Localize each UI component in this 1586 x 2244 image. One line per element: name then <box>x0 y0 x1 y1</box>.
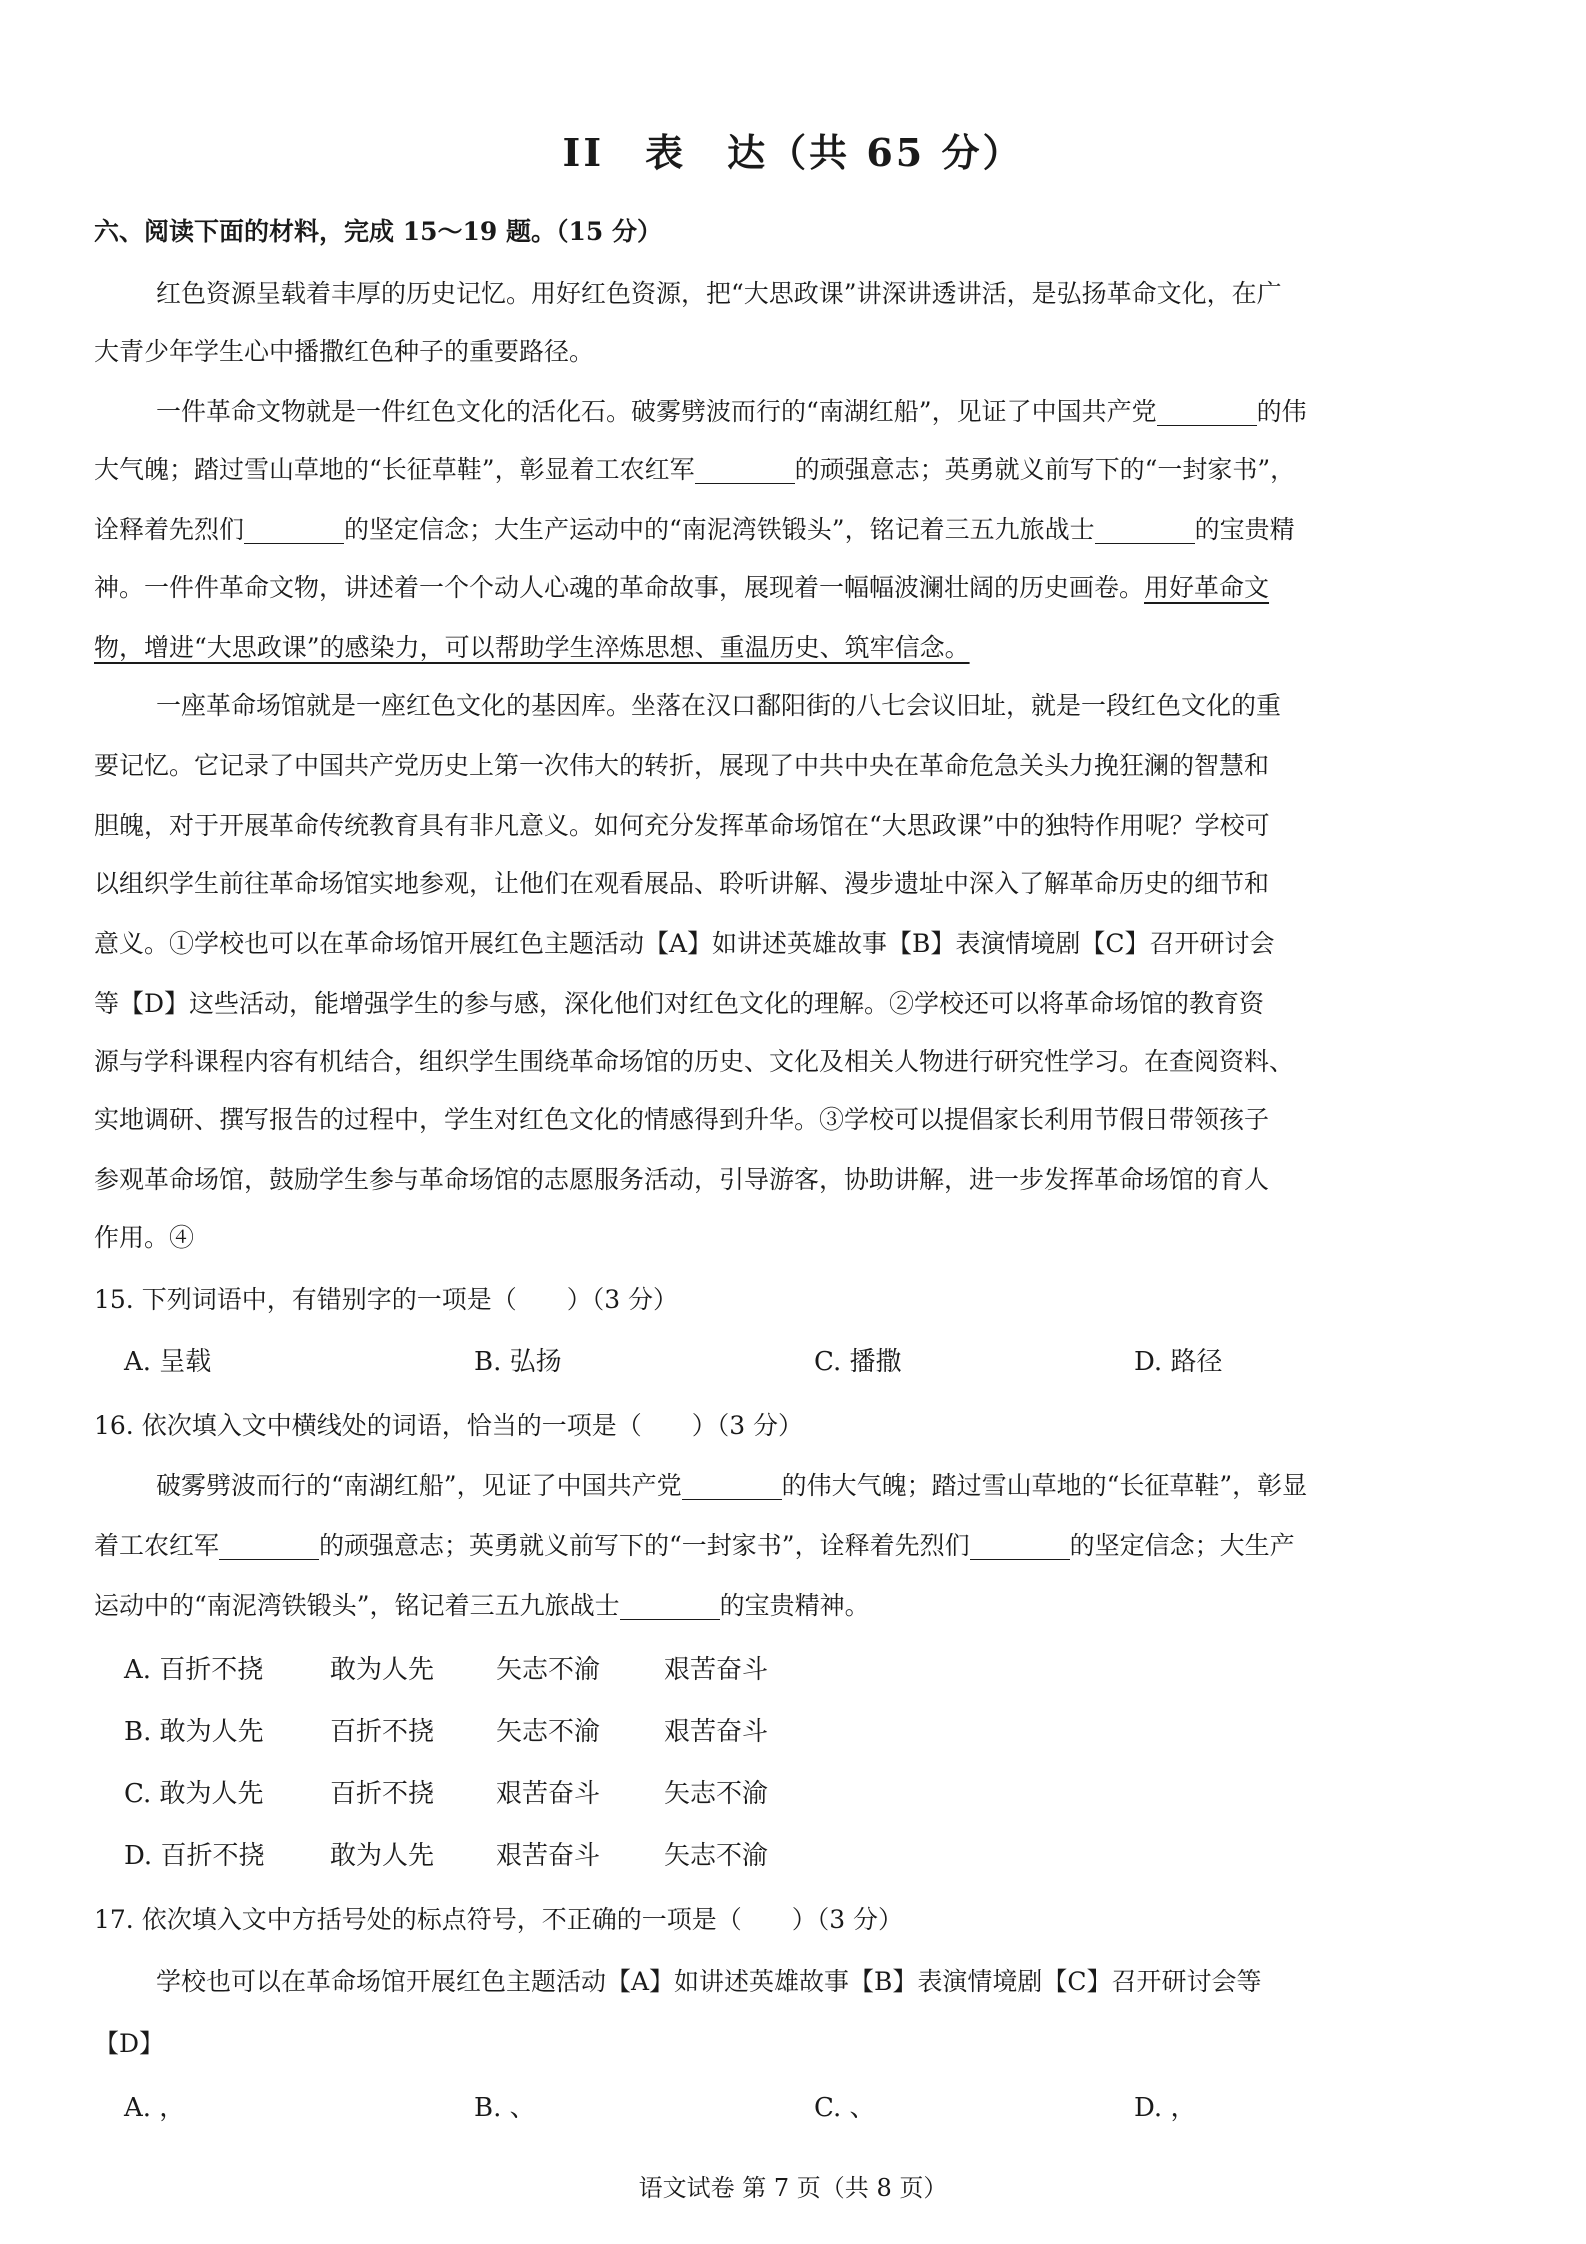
p3-line-8: 实地调研、撰写报告的过程中，学生对红色文化的情感得到升华。③学校可以提倡家长利用节假日带领孩子 <box>94 1105 1270 1134</box>
q16-text: 着工农红军 <box>94 1531 220 1560</box>
option-key: D. 百折不挠 <box>124 1841 265 1871</box>
page-footer: 语文试卷 第 7 页（共 8 页） <box>638 2174 948 2202</box>
choice-b[interactable]: B. 弘扬 <box>474 1347 562 1377</box>
p3-line-5: 意义。①学校也可以在革命场馆开展红色主题活动【A】如讲述英雄故事【B】表演情境剧【C】召开研讨会 <box>94 929 1275 958</box>
q17-stem: 17. 依次填入文中方括号处的标点符号，不正确的一项是（ ）（3 分） <box>94 1905 904 1934</box>
option-key: A. 百折不挠 <box>124 1655 264 1685</box>
q16-stem: 16. 依次填入文中横线处的词语，恰当的一项是（ ）（3 分） <box>94 1411 804 1440</box>
option-word: 艰苦奋斗 <box>496 1841 601 1871</box>
section-title: II 表 达（共 65 分） <box>562 130 1024 175</box>
p2-text: 神。一件件革命文物，讲述着一个个动人心魂的革命故事，展现着一幅幅波澜壮阔的历史画卷。 <box>94 573 1145 602</box>
q16-text: 的伟大气魄；踏过雪山草地的“长征草鞋”，彰显 <box>781 1471 1308 1500</box>
p3-line-1: 一座革命场馆就是一座红色文化的基因库。坐落在汉口鄱阳街的八七会议旧址，就是一段红色文化的重 <box>156 691 1282 720</box>
blank-1 <box>1157 399 1257 426</box>
p2-text: 的宝贵精 <box>1194 515 1295 544</box>
q15-stem: 15. 下列词语中，有错别字的一项是（ ）（3 分） <box>94 1285 679 1314</box>
p2-line-1 <box>156 392 1576 432</box>
q16-text: 的宝贵精神。 <box>719 1591 870 1620</box>
blank-2 <box>219 1533 319 1560</box>
option-word: 矢志不渝 <box>664 1841 769 1871</box>
p2-line-3 <box>94 510 1514 550</box>
option-word: 敢为人先 <box>330 1655 435 1685</box>
blank-3 <box>970 1533 1070 1560</box>
choice-d[interactable]: D. ， <box>1134 2093 1197 2123</box>
option-word: 敢为人先 <box>330 1841 435 1871</box>
option-word: 百折不挠 <box>330 1717 435 1747</box>
blank-1 <box>682 1473 782 1500</box>
choice-c[interactable]: C. 、 <box>814 2093 876 2123</box>
q16-passage-line-1 <box>156 1466 1576 1506</box>
option-word: 百折不挠 <box>330 1779 435 1809</box>
blank-4 <box>1095 517 1195 544</box>
p2-text: 诠释着先烈们 <box>94 515 245 544</box>
p3-line-6: 等【D】这些活动，能增强学生的参与感，深化他们对红色文化的理解。②学校还可以将革命场馆的教育资 <box>94 989 1265 1018</box>
blank-3 <box>244 517 344 544</box>
q16-passage-line-3 <box>94 1586 1514 1626</box>
choice-a[interactable]: A. 呈载 <box>124 1347 212 1377</box>
option-word: 艰苦奋斗 <box>496 1779 601 1809</box>
option-word: 矢志不渝 <box>496 1655 601 1685</box>
p2-text: 大气魄；踏过雪山草地的“长征草鞋”，彰显着工农红军 <box>94 455 695 484</box>
section-heading: 六、阅读下面的材料，完成 15～19 题。（15 分） <box>94 217 662 246</box>
p3-line-2: 要记忆。它记录了中国共产党历史上第一次伟大的转折，展现了中共中央在革命危急关头力挽狂澜的智慧和 <box>94 751 1270 780</box>
option-word: 矢志不渝 <box>664 1779 769 1809</box>
q16-text: 的顽强意志；英勇就义前写下的“一封家书”，诠释着先烈们 <box>319 1531 970 1560</box>
p2-line-5 <box>94 628 1514 668</box>
option-word: 艰苦奋斗 <box>664 1655 769 1685</box>
q17-passage-line-2: 【D】 <box>94 2029 165 2058</box>
p2-text: 的伟 <box>1256 397 1307 426</box>
p2-text: 的顽强意志；英勇就义前写下的“一封家书”， <box>794 455 1296 484</box>
option-key: B. 敢为人先 <box>124 1717 264 1747</box>
p3-line-3: 胆魄，对于开展革命传统教育具有非凡意义。如何充分发挥革命场馆在“大思政课”中的独特作用呢？学校可 <box>94 811 1270 840</box>
blank-2 <box>695 457 795 484</box>
p2-line-2 <box>94 450 1514 490</box>
p3-line-9: 参观革命场馆，鼓励学生参与革命场馆的志愿服务活动，引导游客，协助讲解，进一步发挥革命场馆的育人 <box>94 1165 1270 1194</box>
p3-line-7: 源与学科课程内容有机结合，组织学生围绕革命场馆的历史、文化及相关人物进行研究性学习。在查阅资料、 <box>94 1047 1295 1076</box>
q16-text: 运动中的“南泥湾铁锻头”，铭记着三五九旅战士 <box>94 1591 620 1620</box>
q16-text: 的坚定信念；大生产 <box>1069 1531 1295 1560</box>
choice-d[interactable]: D. 路径 <box>1134 1347 1223 1377</box>
choice-a[interactable]: A. ， <box>124 2093 186 2123</box>
blank-4 <box>620 1593 720 1620</box>
p1-line-1: 红色资源呈载着丰厚的历史记忆。用好红色资源，把“大思政课”讲深讲透讲活，是弘扬革命文化，在广 <box>156 279 1282 308</box>
p2-text: 一件革命文物就是一件红色文化的活化石。破雾劈波而行的“南湖红船”，见证了中国共产党 <box>156 397 1157 426</box>
p1-line-2: 大青少年学生心中播撒红色种子的重要路径。 <box>94 337 595 366</box>
option-word: 艰苦奋斗 <box>664 1717 769 1747</box>
underlined-sentence: 物，增进“大思政课”的感染力，可以帮助学生淬炼思想、重温历史、筑牢信念。 <box>94 633 970 662</box>
p2-text: 的坚定信念；大生产运动中的“南泥湾铁锻头”，铭记着三五九旅战士 <box>344 515 1095 544</box>
q16-passage-line-2 <box>94 1526 1514 1566</box>
option-key: C. 敢为人先 <box>124 1779 264 1809</box>
q17-passage-line-1: 学校也可以在革命场馆开展红色主题活动【A】如讲述英雄故事【B】表演情境剧【C】召开研讨会等 <box>156 1967 1262 1996</box>
option-word: 矢志不渝 <box>496 1717 601 1747</box>
choice-b[interactable]: B. 、 <box>474 2093 536 2123</box>
p3-line-4: 以组织学生前往革命场馆实地参观，让他们在观看展品、聆听讲解、漫步遗址中深入了解革命历史的细节和 <box>94 869 1270 898</box>
choice-c[interactable]: C. 播撒 <box>814 1347 902 1377</box>
p3-line-10: 作用。④ <box>94 1223 195 1252</box>
q16-text: 破雾劈波而行的“南湖红船”，见证了中国共产党 <box>156 1471 682 1500</box>
p2-line-4 <box>94 568 1514 608</box>
underlined-sentence: 用好革命文 <box>1144 573 1270 602</box>
